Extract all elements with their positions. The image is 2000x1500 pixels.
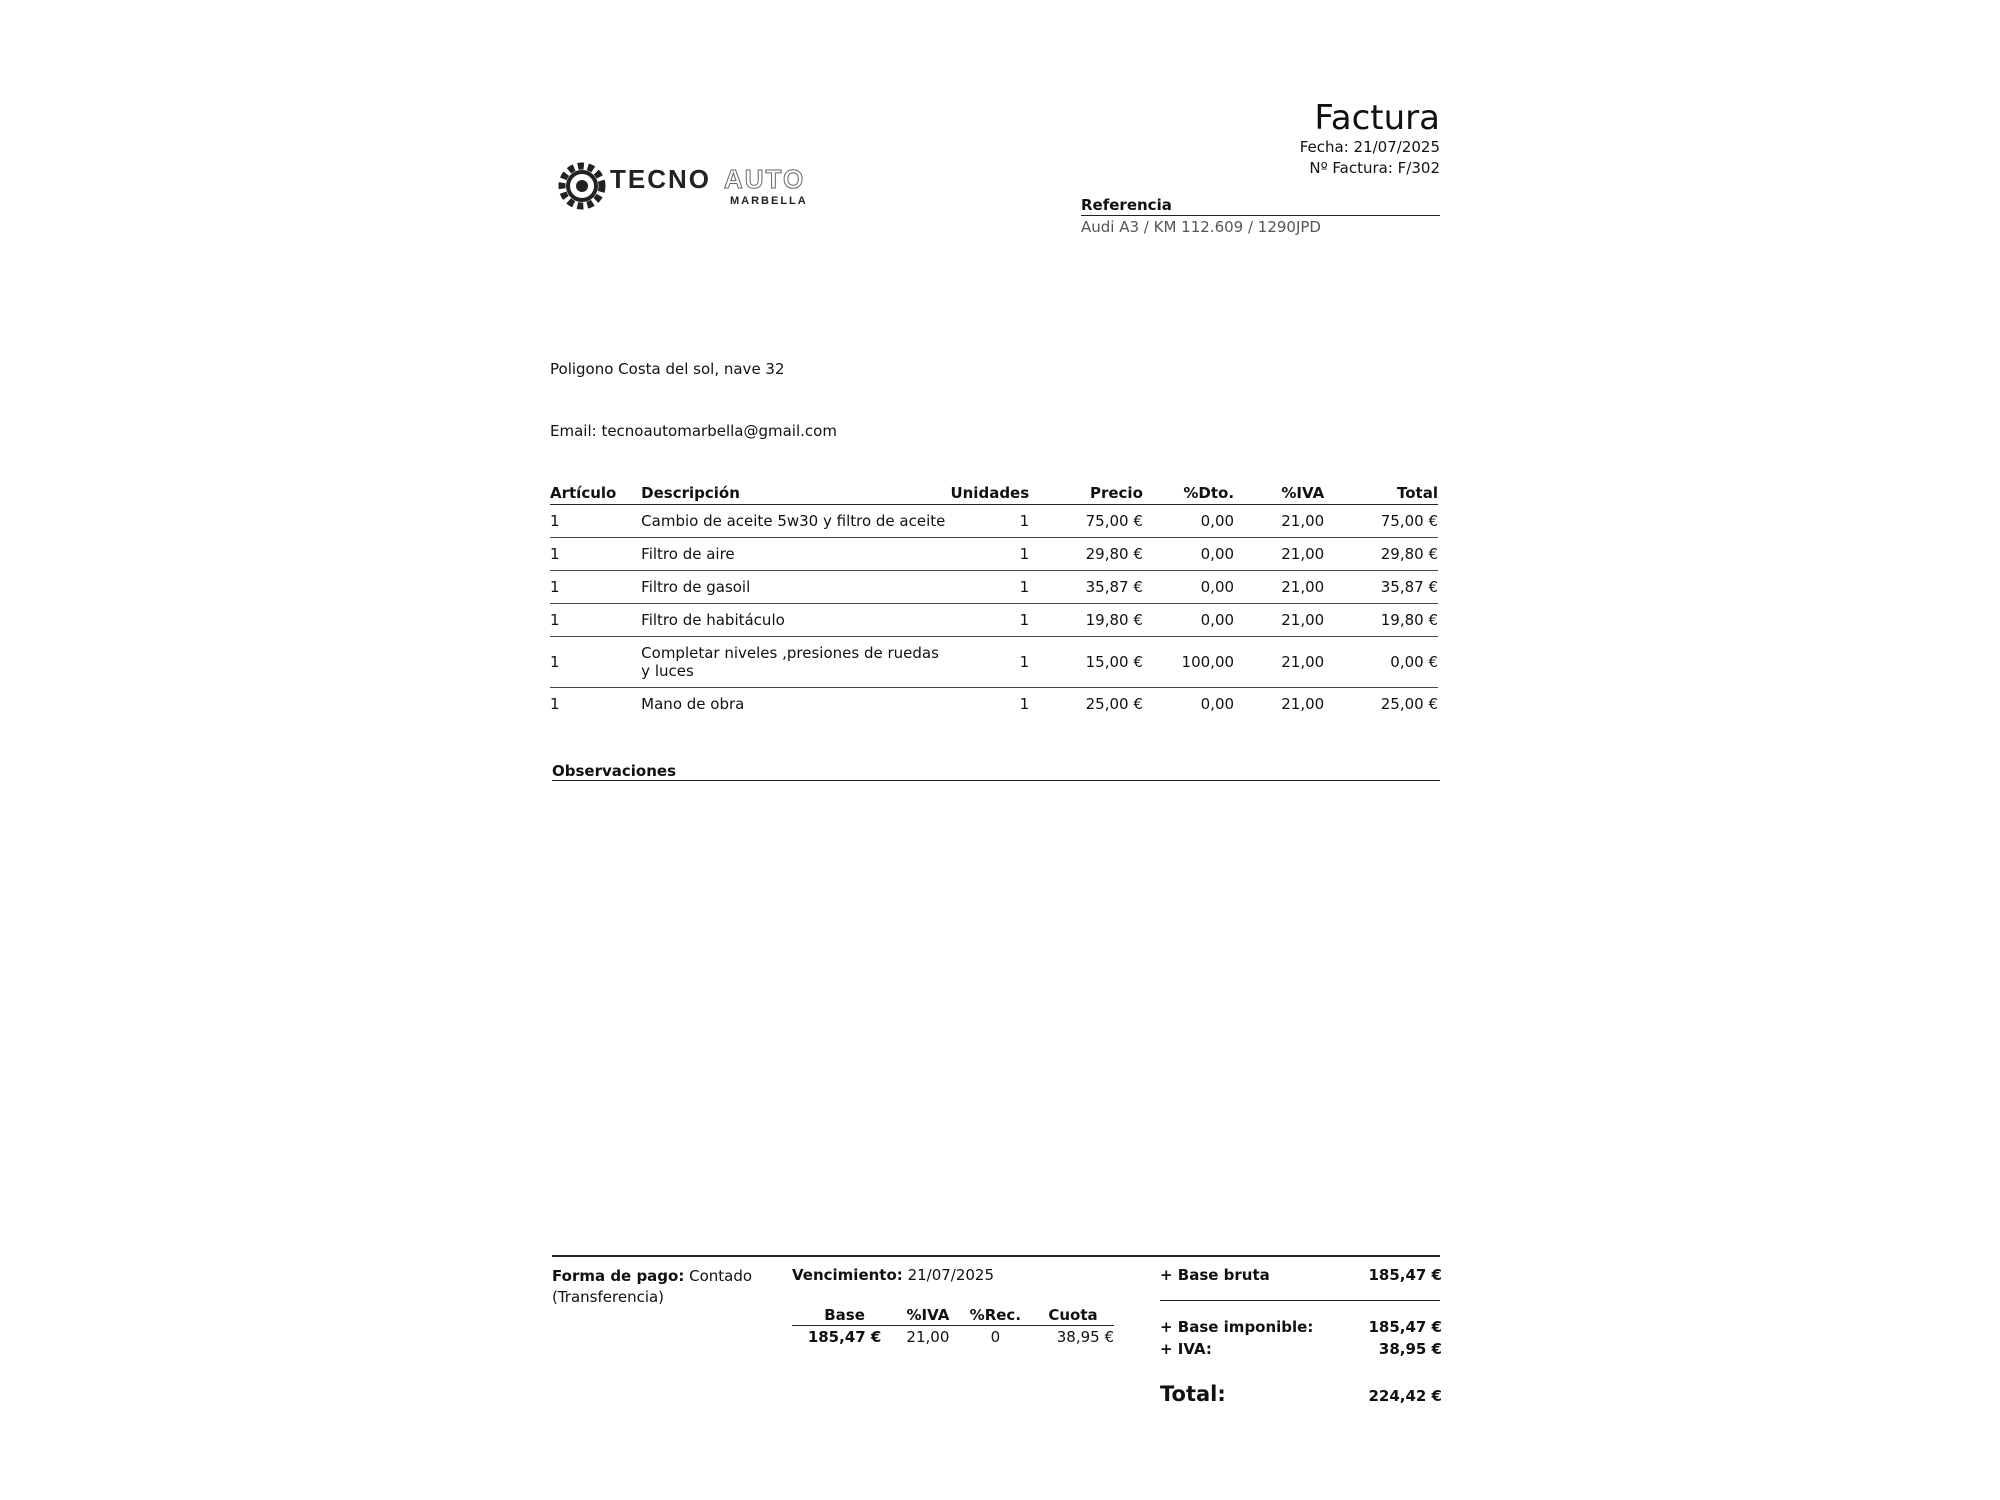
reference-divider	[1081, 215, 1440, 216]
cell-descripcion: Completar niveles ,presiones de ruedas y luces	[641, 637, 948, 688]
col-header-articulo: Artículo	[550, 480, 641, 505]
company-email: Email: tecnoautomarbella@gmail.com	[550, 422, 837, 440]
payment-method	[552, 1266, 762, 1308]
payment-method-label: Forma de pago:	[552, 1267, 685, 1285]
col-header-iva: %IVA	[1234, 480, 1324, 505]
cell-unidades: 1	[949, 571, 1030, 604]
table-row	[550, 637, 1438, 688]
cell-dto: 100,00	[1143, 637, 1234, 688]
col-header-unidades: Unidades	[949, 480, 1030, 505]
table-row	[550, 571, 1438, 604]
cell-iva: 21,00	[1234, 571, 1324, 604]
cell-descripcion: Cambio de aceite 5w30 y filtro de aceite	[641, 505, 948, 538]
base-imponible-label: + Base imponible:	[1160, 1318, 1314, 1336]
cell-descripcion: Mano de obra	[641, 695, 745, 713]
cell-descripcion: Filtro de habitáculo	[641, 604, 948, 637]
cell-unidades: 1	[949, 637, 1030, 688]
due-date	[792, 1266, 994, 1284]
col-header-precio: Precio	[1029, 480, 1143, 505]
cell-total: 0,00 €	[1324, 637, 1438, 688]
cell-dto: 0,00	[1200, 695, 1235, 713]
col-header-descripcion: Descripción	[641, 480, 948, 505]
cell-iva: 21,00	[1234, 604, 1324, 637]
cell-unidades: 1	[949, 604, 1030, 637]
cell-dto: 0,00	[1143, 505, 1234, 538]
cell-articulo: 1	[550, 571, 641, 604]
due-date-value: 21/07/2025	[907, 1266, 995, 1284]
grand-total-label: Total:	[1160, 1382, 1226, 1406]
base-imponible-value: 185,47 €	[1368, 1318, 1442, 1336]
company-address: Poligono Costa del sol, nave 32	[550, 360, 785, 378]
tax-base-value: 185,47 €	[807, 1328, 882, 1346]
items-table	[550, 480, 1438, 720]
totals-divider	[1160, 1300, 1440, 1301]
logo-word-auto: AUTO	[724, 164, 806, 194]
cell-articulo: 1	[550, 505, 641, 538]
iva-value: 38,95 €	[1378, 1340, 1442, 1358]
table-row	[550, 604, 1438, 637]
cell-dto: 0,00	[1143, 571, 1234, 604]
logo-word-tecno: TECNO	[610, 164, 711, 194]
cell-precio: 19,80 €	[1029, 604, 1143, 637]
reference-label: Referencia	[1081, 196, 1172, 214]
cell-iva: 21,00	[1234, 538, 1324, 571]
cell-precio: 35,87 €	[1029, 571, 1143, 604]
cell-articulo: 1	[550, 695, 560, 713]
tax-col-base: Base	[792, 1306, 897, 1326]
cell-dto: 0,00	[1143, 604, 1234, 637]
base-bruta-label: + Base bruta	[1160, 1266, 1270, 1284]
cell-total: 75,00 €	[1324, 505, 1438, 538]
due-date-label: Vencimiento:	[792, 1266, 903, 1284]
table-row	[550, 538, 1438, 571]
cell-iva: 21,00	[1234, 505, 1324, 538]
cell-precio: 29,80 €	[1029, 538, 1143, 571]
cell-unidades: 1	[1019, 695, 1030, 713]
tax-cuota-value: 38,95 €	[1056, 1328, 1114, 1346]
cell-precio: 15,00 €	[1029, 637, 1143, 688]
observaciones-divider	[552, 780, 1440, 781]
tax-iva-value: 21,00	[906, 1328, 950, 1346]
cell-iva: 21,00	[1234, 637, 1324, 688]
cell-total: 19,80 €	[1324, 604, 1438, 637]
tax-col-rec: %Rec.	[959, 1306, 1032, 1326]
gear-icon	[552, 150, 820, 222]
table-row	[550, 688, 1438, 721]
base-bruta-value: 185,47 €	[1368, 1266, 1442, 1284]
grand-total-value: 224,42 €	[1368, 1387, 1442, 1405]
tax-header-row	[792, 1306, 1114, 1326]
cell-descripcion: Filtro de aire	[641, 538, 948, 571]
col-header-dto: %Dto.	[1143, 480, 1234, 505]
logo-subtitle: MARBELLA	[730, 195, 808, 207]
tax-breakdown-table	[792, 1306, 1114, 1346]
cell-iva: 21,00	[1281, 695, 1325, 713]
cell-total: 25,00 €	[1380, 695, 1438, 713]
reference-value: Audi A3 / KM 112.609 / 1290JPD	[1081, 218, 1321, 236]
observaciones-label: Observaciones	[552, 762, 677, 780]
cell-articulo: 1	[550, 538, 641, 571]
invoice-title: Factura	[1314, 98, 1440, 138]
tax-col-iva: %IVA	[897, 1306, 958, 1326]
cell-total: 29,80 €	[1324, 538, 1438, 571]
invoice-date: Fecha: 21/07/2025	[1299, 138, 1440, 156]
footer-divider	[552, 1255, 1440, 1257]
tax-col-cuota: Cuota	[1032, 1306, 1114, 1326]
cell-unidades: 1	[949, 505, 1030, 538]
cell-precio: 25,00 €	[1085, 695, 1143, 713]
cell-descripcion: Filtro de gasoil	[641, 571, 948, 604]
company-logo	[552, 150, 820, 222]
col-header-total: Total	[1324, 480, 1438, 505]
cell-total: 35,87 €	[1324, 571, 1438, 604]
tax-rec-value: 0	[990, 1328, 1001, 1346]
invoice-number: Nº Factura: F/302	[1309, 159, 1440, 177]
tax-row	[792, 1326, 1114, 1347]
cell-unidades: 1	[949, 538, 1030, 571]
cell-articulo: 1	[550, 604, 641, 637]
cell-dto: 0,00	[1143, 538, 1234, 571]
items-header-row	[550, 480, 1438, 505]
table-row	[550, 505, 1438, 538]
cell-precio: 75,00 €	[1029, 505, 1143, 538]
iva-label: + IVA:	[1160, 1340, 1212, 1358]
cell-articulo: 1	[550, 637, 641, 688]
payment-method-value: Contado (Transferencia)	[552, 1267, 753, 1306]
